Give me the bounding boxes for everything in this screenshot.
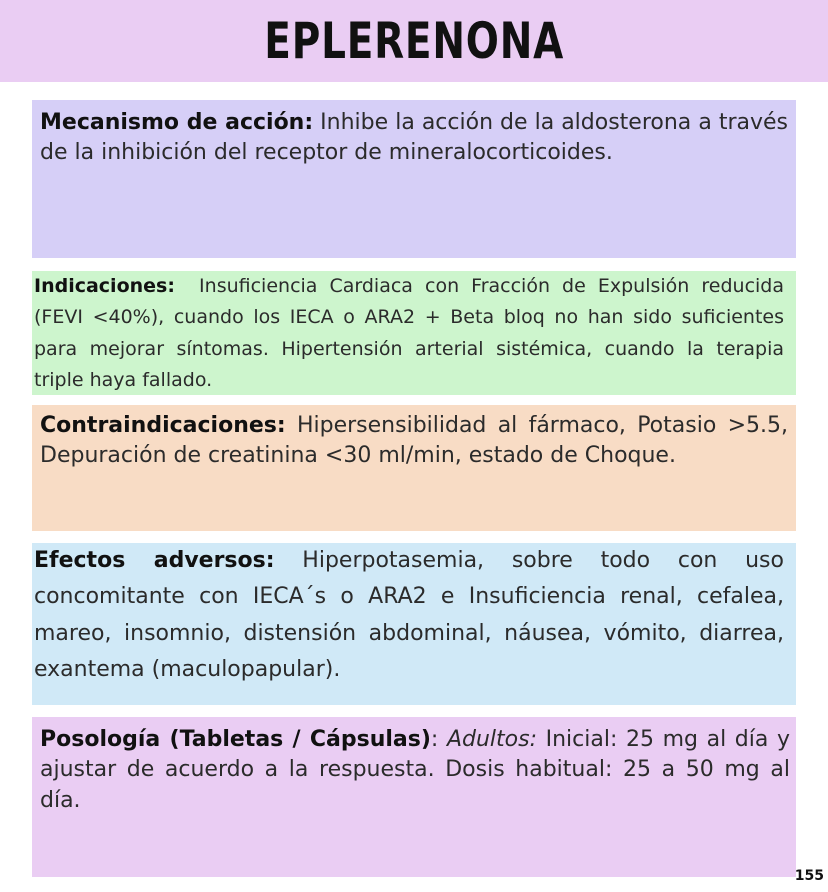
page-header bbox=[0, 0, 828, 82]
page-number: 155 bbox=[794, 868, 824, 884]
section-label: Mecanismo de acción: bbox=[40, 110, 314, 135]
section-indicaciones bbox=[32, 271, 796, 395]
section-efectos bbox=[32, 543, 796, 705]
section-text: Inhibe la acción de la aldosterona a través de la inhibición del receptor de mineralocorticoides. bbox=[40, 110, 789, 166]
section-mecanismo bbox=[32, 100, 796, 258]
section-contraindicaciones bbox=[32, 405, 796, 531]
section-label: Posología (Tabletas / Cápsulas) bbox=[40, 727, 431, 752]
section-label: Indicaciones: bbox=[34, 275, 175, 297]
section-italic: Adultos: bbox=[438, 727, 537, 752]
section-label: Contraindicaciones: bbox=[40, 413, 286, 438]
page-title: EPLERENONA bbox=[264, 12, 564, 70]
section-text: Hiperpotasemia, sobre todo con uso concomitante con IECA´s o ARA2 e Insuficiencia renal, cefalea, mareo, insomnio, distensión abdominal, náusea, vómito, diarrea, exantema (maculopapular). bbox=[34, 548, 784, 682]
section-label: Efectos adversos: bbox=[34, 548, 275, 573]
section-text: Insuficiencia Cardiaca con Fracción de Expulsión reducida (FEVI <40%), cuando los IECA o ARA2 + Beta bloq no han sido suficientes para mejorar síntomas. Hipertensión arterial sistémica, cuando la terapia triple haya fallado. bbox=[34, 275, 791, 392]
section-posologia bbox=[32, 717, 796, 877]
section-colon: : bbox=[430, 727, 439, 752]
section-text: Inicial: 25 mg al día y ajustar de acuerdo a la respuesta. Dosis habitual: 25 a 50 mg al día. bbox=[40, 727, 791, 813]
section-text: Hipersensibilidad al fármaco, Potasio >5.5, Depuración de creatinina <30 ml/min, estado de Choque. bbox=[40, 413, 788, 469]
